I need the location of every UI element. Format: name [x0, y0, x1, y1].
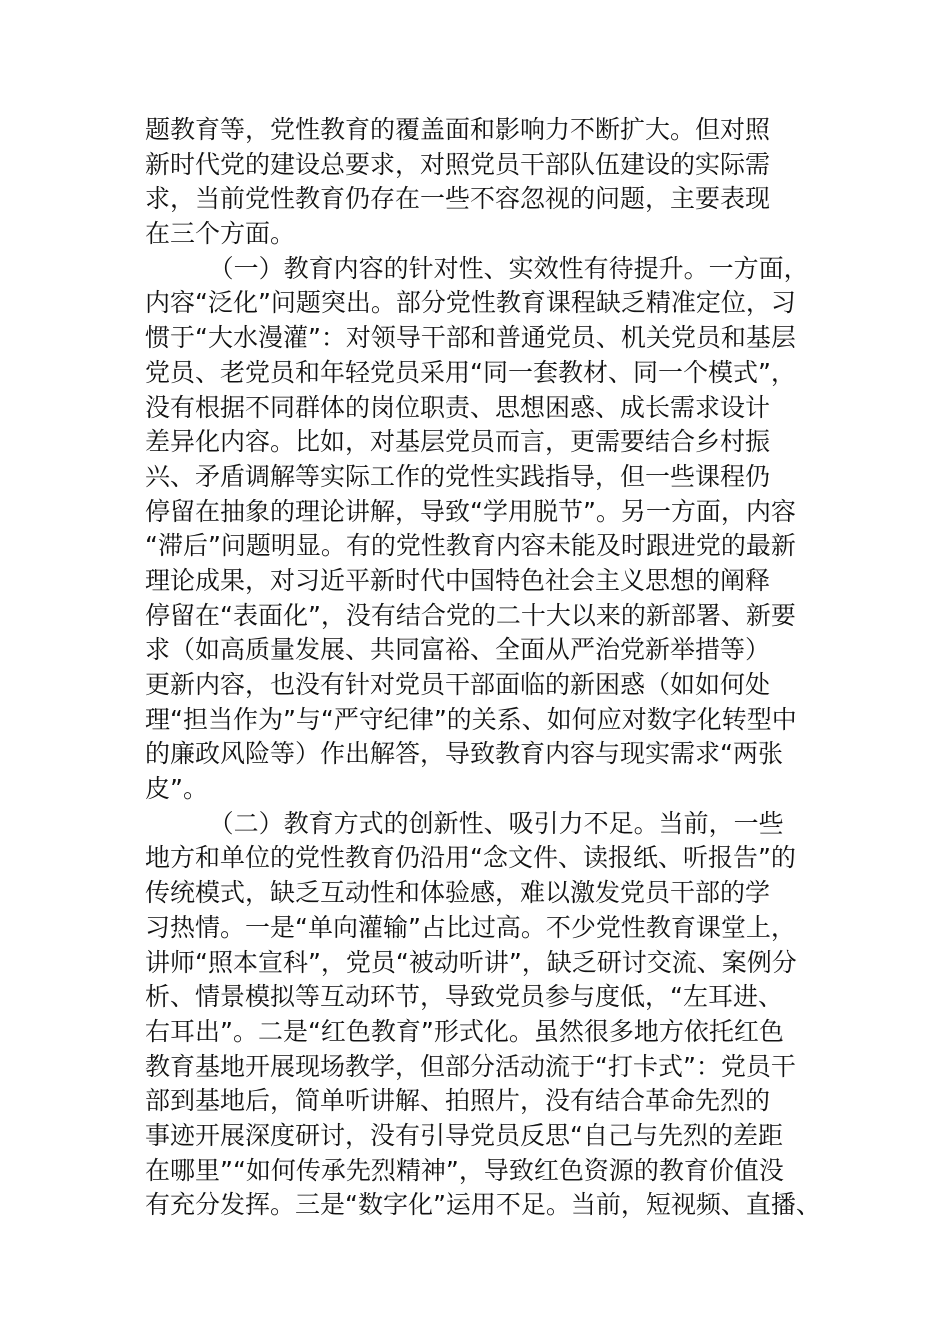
text-line: 事迹开展深度研讨，没有引导党员反思“自己与先烈的差距: [145, 1120, 783, 1150]
document-body: [145, 113, 835, 1223]
text-line: 的廉政风险等）作出解答，导致教育内容与现实需求“两张: [145, 739, 783, 769]
text-line: 右耳出”。二是“红色教育”形式化。虽然很多地方依托红色: [145, 1016, 784, 1046]
text-line: （二）教育方式的创新性、吸引力不足。当前，一些: [145, 808, 784, 838]
text-line: 地方和单位的党性教育仍沿用“念文件、读报纸、听报告”的: [145, 843, 796, 873]
text-line: 教育基地开展现场教学，但部分活动流于“打卡式”：党员干: [145, 1051, 796, 1081]
text-line: 求（如高质量发展、共同富裕、全面从严治党新举措等）: [145, 635, 771, 665]
text-line: 在哪里”“如何传承先烈精神”，导致红色资源的教育价值没: [145, 1155, 784, 1185]
text-line: 部到基地后，简单听讲解、拍照片，没有结合革命先烈的: [145, 1086, 771, 1116]
text-line: 新时代党的建设总要求，对照党员干部队伍建设的实际需: [145, 149, 771, 179]
text-line: 题教育等，党性教育的覆盖面和影响力不断扩大。但对照: [145, 115, 771, 144]
text-line: “滞后”问题明显。有的党性教育内容未能及时跟进党的最新: [145, 531, 796, 561]
text-line: 惯于“大水漫灌”：对领导干部和普通党员、机关党员和基层: [145, 323, 796, 353]
text-line: 没有根据不同群体的岗位职责、思想困惑、成长需求设计: [145, 392, 771, 422]
text-line: 党员、老党员和年轻党员采用“同一套教材、同一个模式”，: [145, 357, 796, 387]
text-line: 有充分发挥。三是“数字化”运用不足。当前，短视频、直播、: [145, 1190, 821, 1220]
text-line: 理“担当作为”与“严守纪律”的关系、如何应对数字化转型中: [145, 704, 797, 734]
text-line: 更新内容，也没有针对党员干部面临的新困惑（如如何处: [145, 670, 771, 699]
text-line: 理论成果，对习近平新时代中国特色社会主义思想的阐释: [145, 565, 771, 595]
text-line: 皮”。: [145, 774, 208, 804]
text-line: 析、情景模拟等互动环节，导致党员参与度低，“左耳进、: [145, 982, 783, 1012]
text-line: 兴、矛盾调解等实际工作的党性实践指导，但一些课程仍: [145, 461, 771, 491]
text-line: 传统模式，缺乏互动性和体验感，难以激发党员干部的学: [145, 878, 771, 908]
text-line: 差异化内容。比如，对基层党员而言，更需要结合乡村振: [145, 427, 771, 457]
text-line: 讲师“照本宣科”，党员“被动听讲”，缺乏研讨交流、案例分: [145, 947, 797, 977]
text-line: 在三个方面。: [145, 219, 296, 249]
text-line: 习热情。一是“单向灌输”占比过高。不少党性教育课堂上，: [145, 912, 796, 942]
text-line: 停留在“表面化”，没有结合党的二十大以来的新部署、新要: [145, 600, 796, 630]
text-line: 停留在抽象的理论讲解，导致“学用脱节”。另一方面，内容: [145, 496, 796, 526]
text-line: 内容“泛化”问题突出。部分党性教育课程缺乏精准定位，习: [145, 288, 796, 318]
text-line: （一）教育内容的针对性、实效性有待提升。一方面，: [145, 253, 809, 283]
text-line: 求，当前党性教育仍存在一些不容忽视的问题，主要表现: [145, 184, 771, 214]
